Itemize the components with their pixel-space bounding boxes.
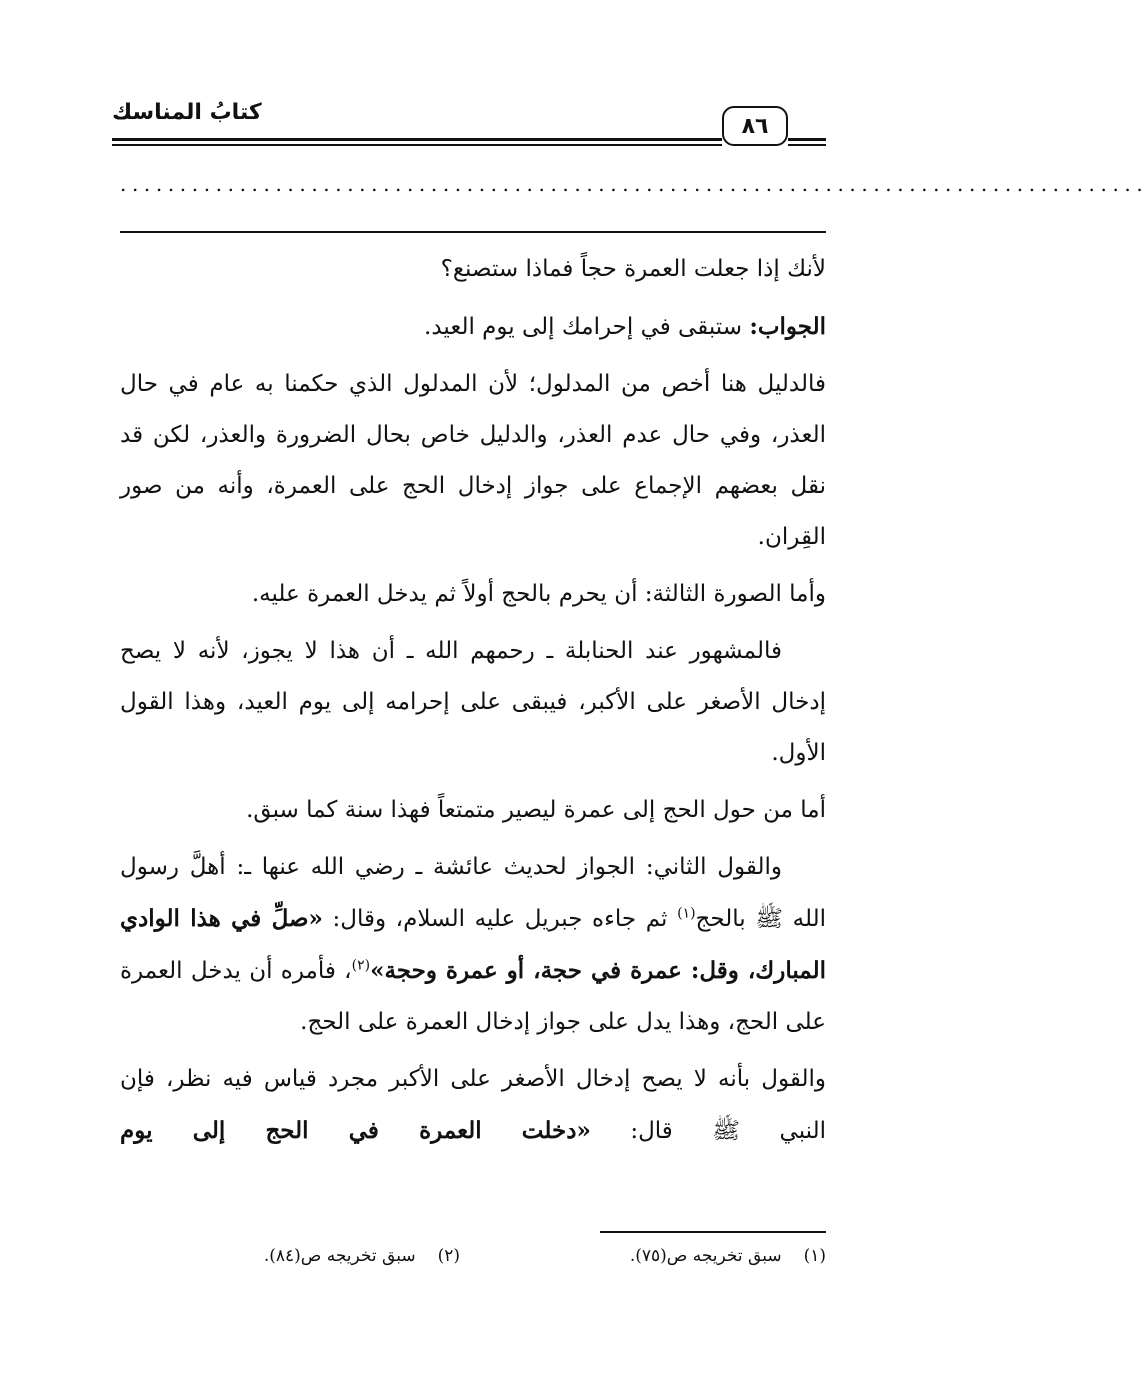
paragraph-8 xyxy=(120,1054,826,1157)
dotted-divider: ...................................................................................... xyxy=(120,172,1148,196)
paragraph-4: وأما الصورة الثالثة: أن يحرم بالحج أولاً ثم يدخل العمرة عليه. xyxy=(251,581,826,607)
header-rule-right xyxy=(788,138,826,141)
footnote-ref-1[interactable]: (١) xyxy=(677,905,696,922)
paragraph-2 xyxy=(120,301,826,353)
footnote-1-number: (١) xyxy=(803,1246,826,1266)
paragraph-1: لأنك إذا جعلت العمرة حجاً فماذا ستصنع؟ xyxy=(440,256,826,282)
header-rule-left-thin xyxy=(112,144,722,146)
header-rule-left xyxy=(112,138,722,141)
footnote-rule xyxy=(600,1231,826,1233)
footnote-ref-2[interactable]: (٢) xyxy=(351,957,371,974)
answer-text: ستبقى في إحرامك إلى يوم العيد. xyxy=(424,314,750,340)
footnote-2-text: سبق تخريجه ص(٨٤). xyxy=(263,1246,416,1266)
page-number-text: ٨٦ xyxy=(741,113,769,139)
content-separator xyxy=(120,231,826,233)
p8-text-1: والقول بأنه لا يصح إدخال الأصغر على الأكبر مجرد قياس فيه نظر، فإن النبي ﷺ قال: xyxy=(120,1066,826,1144)
running-header-title: كتابُ المناسك xyxy=(112,100,262,125)
page-number xyxy=(722,106,788,146)
footnote-2-number: (٢) xyxy=(437,1246,460,1266)
paragraph-5: فالمشهور عند الحنابلة ـ رحمهم الله ـ أن هذا لا يجوز، لأنه لا يصح إدخال الأصغر على الأكبر، فيبقى على إحرامه إلى يوم العيد، وهذا القول الأول. xyxy=(120,638,826,766)
footnote-1 xyxy=(630,1246,826,1266)
page-body xyxy=(120,244,826,1157)
header-rule-right-thin xyxy=(788,144,826,146)
footnote-1-text: سبق تخريجه ص(٧٥). xyxy=(629,1246,782,1266)
footnote-2 xyxy=(264,1246,460,1266)
p7-text-2: ثم جاءه جبريل عليه السلام، وقال: xyxy=(322,906,678,932)
paragraph-3: فالدليل هنا أخص من المدلول؛ لأن المدلول الذي حكمنا به عام في حال العذر، وفي حال عدم العذر، والدليل خاص بحال الضرورة والعذر، لكن قد نقل بعضهم الإجماع على جواز إدخال الحج على العمرة، وأنه من صور القِران. xyxy=(120,371,826,550)
hadith-quote-2: «دخلت العمرة في الحج إلى يوم xyxy=(120,1117,591,1144)
answer-label: الجواب: xyxy=(749,313,826,340)
paragraph-6: أما من حول الحج إلى عمرة ليصير متمتعاً فهذا سنة كما سبق. xyxy=(246,797,826,823)
hadith-quote-1: «صلِّ في هذا الوادي المبارك، وقل: عمرة في حجة، أو عمرة وحجة» xyxy=(120,905,827,984)
p7-text-3: ، فأمره أن يدخل العمرة على الحج، وهذا يدل على جواز إدخال العمرة على الحج. xyxy=(120,958,826,1035)
paragraph-7 xyxy=(120,842,826,1048)
p7-text-1: والقول الثاني: الجواز لحديث عائشة ـ رضي الله عنها ـ: أهلَّ رسول الله ﷺ بالحج xyxy=(120,854,826,932)
